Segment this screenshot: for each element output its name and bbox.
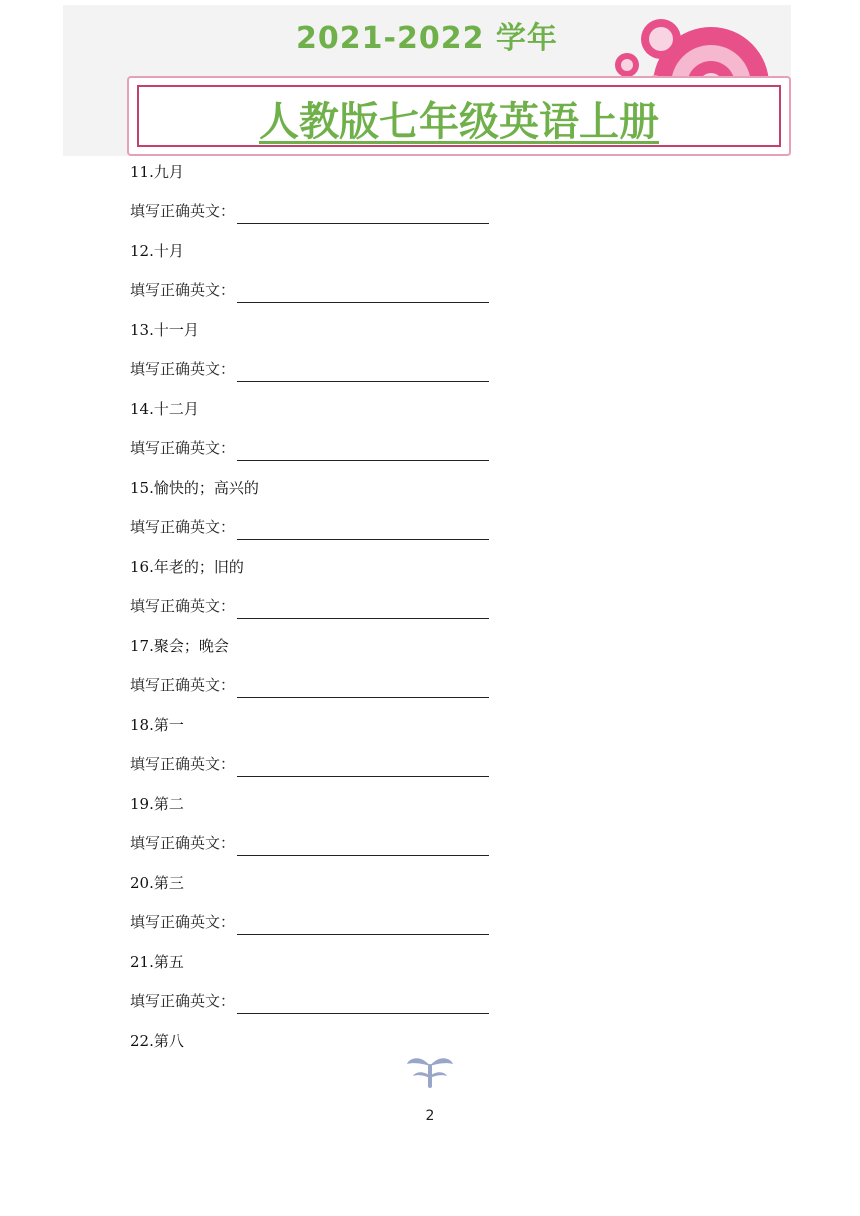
answer-row bbox=[130, 198, 730, 224]
answer-row bbox=[130, 830, 730, 856]
answer-prompt: 填写正确英文： bbox=[130, 439, 236, 457]
title-frame bbox=[127, 76, 791, 156]
answer-row bbox=[130, 909, 730, 935]
answer-row bbox=[130, 988, 730, 1014]
answer-row bbox=[130, 277, 730, 303]
answer-row bbox=[130, 356, 730, 382]
answer-blank-field[interactable] bbox=[237, 677, 489, 698]
question-label: 13.十一月 bbox=[130, 321, 199, 339]
header-banner bbox=[63, 5, 791, 156]
answer-prompt: 填写正确英文： bbox=[130, 360, 236, 378]
answer-blank-field[interactable] bbox=[237, 282, 489, 303]
question-label: 20.第三 bbox=[130, 874, 184, 892]
answer-prompt: 填写正确英文： bbox=[130, 676, 236, 694]
answer-prompt: 填写正确英文： bbox=[130, 518, 236, 536]
answer-prompt: 填写正确英文： bbox=[130, 992, 236, 1010]
answer-row bbox=[130, 593, 730, 619]
sprout-logo-icon bbox=[405, 1052, 455, 1088]
answer-prompt: 填写正确英文： bbox=[130, 281, 236, 299]
question-label: 17.聚会；晚会 bbox=[130, 637, 229, 655]
answer-blank-field[interactable] bbox=[237, 914, 489, 935]
page-title: 人教版七年级英语上册 bbox=[259, 99, 659, 145]
answer-blank-field[interactable] bbox=[237, 440, 489, 461]
answer-prompt: 填写正确英文： bbox=[130, 913, 236, 931]
page-number: 2 bbox=[425, 1108, 435, 1124]
question-list bbox=[130, 160, 730, 1067]
question-label: 15.愉快的；高兴的 bbox=[130, 479, 259, 497]
answer-row bbox=[130, 514, 730, 540]
answer-row bbox=[130, 435, 730, 461]
answer-prompt: 填写正确英文： bbox=[130, 202, 236, 220]
answer-row bbox=[130, 751, 730, 777]
question-label: 22.第八 bbox=[130, 1032, 184, 1050]
question-label: 12.十月 bbox=[130, 242, 184, 260]
answer-blank-field[interactable] bbox=[237, 598, 489, 619]
answer-blank-field[interactable] bbox=[237, 835, 489, 856]
answer-blank-field[interactable] bbox=[237, 203, 489, 224]
question-label: 14.十二月 bbox=[130, 400, 199, 418]
answer-prompt: 填写正确英文： bbox=[130, 755, 236, 773]
question-label: 21.第五 bbox=[130, 953, 184, 971]
answer-row bbox=[130, 672, 730, 698]
answer-blank-field[interactable] bbox=[237, 361, 489, 382]
answer-blank-field[interactable] bbox=[237, 993, 489, 1014]
answer-blank-field[interactable] bbox=[237, 519, 489, 540]
answer-prompt: 填写正确英文： bbox=[130, 597, 236, 615]
question-label: 19.第二 bbox=[130, 795, 184, 813]
question-label: 11.九月 bbox=[130, 163, 184, 181]
question-label: 18.第一 bbox=[130, 716, 184, 734]
answer-prompt: 填写正确英文： bbox=[130, 834, 236, 852]
answer-blank-field[interactable] bbox=[237, 756, 489, 777]
header-year: 2021-2022 学年 bbox=[296, 21, 558, 56]
question-label: 16.年老的；旧的 bbox=[130, 558, 244, 576]
